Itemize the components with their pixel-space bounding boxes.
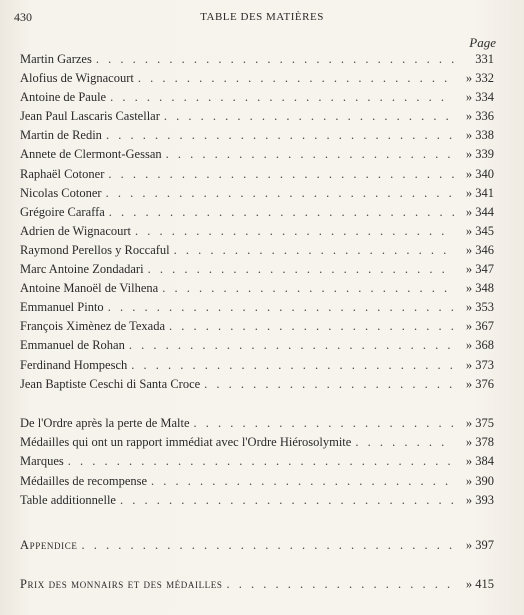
entry-title: Martin de Redin: [20, 128, 102, 143]
toc-entry-appendix: [20, 536, 494, 554]
entry-page: » 376: [465, 376, 494, 391]
entry-page: » 339: [465, 147, 494, 162]
entry-title: Prix des monnairs et des médailles: [20, 577, 223, 591]
toc-entry: [20, 279, 494, 297]
toc-entry: [20, 336, 494, 354]
leader-dots: [135, 222, 454, 240]
toc-entry: [20, 433, 494, 451]
toc-entry: [20, 165, 494, 183]
leader-dots: [194, 414, 454, 432]
entry-page: » 378: [465, 435, 494, 450]
leader-dots: [355, 433, 454, 451]
toc-entry: [20, 452, 494, 470]
toc-entry: [20, 184, 494, 202]
entry-title: Antoine de Paule: [20, 90, 107, 105]
toc-entry: [20, 50, 494, 68]
entry-title: Médailles qui ont un rapport immédiat avec l'Ordre Hiérosolymite: [20, 435, 352, 450]
entry-page: » 353: [465, 300, 494, 315]
entry-title: Marques: [20, 454, 64, 469]
toc-entry: [20, 69, 494, 87]
leader-dots: [174, 241, 454, 259]
entry-title: Jean Paul Lascaris Castellar: [20, 109, 160, 124]
entry-page: » 338: [465, 128, 494, 143]
leader-dots: [68, 452, 454, 470]
leader-dots: [110, 88, 454, 106]
leader-dots: [204, 375, 454, 393]
entry-page: » 341: [465, 185, 494, 200]
leader-dots: [106, 126, 454, 144]
leader-dots: [96, 50, 454, 68]
entry-page: » 332: [465, 71, 494, 85]
entry-page: » 334: [465, 90, 494, 105]
entry-title: Martin Garzes: [20, 52, 92, 66]
toc-entry: [20, 298, 494, 316]
entry-title: Nicolas Cotoner: [20, 185, 102, 200]
toc-entry-prices: [20, 575, 494, 593]
leader-dots: [138, 69, 454, 87]
toc-entry: [20, 260, 494, 278]
entry-title: Emmanuel de Rohan: [20, 338, 125, 353]
entry-page: » 345: [465, 223, 494, 238]
page-header: [14, 10, 510, 28]
entry-title: Emmanuel Pinto: [20, 300, 104, 315]
leader-dots: [109, 203, 454, 221]
toc-entry: [20, 414, 494, 432]
leader-dots: [108, 165, 454, 183]
toc-entry: [20, 203, 494, 221]
leader-dots: [148, 260, 454, 278]
entry-page: » 415: [465, 577, 494, 591]
leader-dots: [164, 107, 454, 125]
entry-page: » 336: [465, 109, 494, 124]
running-title: TABLE DES MATIÈRES: [200, 11, 324, 23]
entry-page: » 384: [465, 454, 494, 469]
entry-title: Appendice: [20, 538, 78, 552]
entry-title: Annete de Clermont-Gessan: [20, 147, 162, 162]
entry-title: Ferdinand Hompesch: [20, 357, 128, 372]
entry-page: » 373: [465, 357, 494, 372]
entry-title: De l'Ordre après la perte de Malte: [20, 416, 190, 430]
entry-page: » 393: [465, 492, 494, 507]
toc-entry: [20, 317, 494, 335]
entry-title: Jean Baptiste Ceschi di Santa Croce: [20, 376, 201, 391]
entry-page: » 390: [465, 473, 494, 488]
toc-entry: [20, 356, 494, 374]
leader-dots: [108, 298, 454, 316]
toc-entry: [20, 222, 494, 240]
entry-page: » 368: [465, 338, 494, 353]
entry-title: Raphaël Cotoner: [20, 166, 105, 181]
entry-page: » 340: [465, 166, 494, 181]
leader-dots: [120, 491, 454, 509]
entry-title: Table additionnelle: [20, 492, 116, 507]
entry-title: Adrien de Wignacourt: [20, 223, 132, 238]
leader-dots: [106, 184, 454, 202]
entry-page: 331: [475, 52, 494, 66]
entry-title: Raymond Perellos y Roccaful: [20, 242, 170, 257]
leader-dots: [162, 279, 454, 297]
entry-title: Marc Antoine Zondadari: [20, 262, 144, 276]
entry-page: » 344: [465, 204, 494, 219]
toc-entry: [20, 241, 494, 259]
entry-title: François Ximènez de Texada: [20, 319, 166, 334]
entry-page: » 346: [465, 242, 494, 257]
entry-page: » 367: [465, 319, 494, 334]
toc-entry: [20, 472, 494, 490]
entry-page: » 397: [465, 538, 494, 552]
leader-dots: [151, 472, 454, 490]
page-column-label: Page: [469, 35, 496, 50]
toc-entry: [20, 88, 494, 106]
entry-page: » 348: [465, 281, 494, 296]
leader-dots: [81, 536, 454, 554]
toc-entry: [20, 107, 494, 125]
leader-dots: [166, 145, 454, 163]
entry-title: Antoine Manoël de Vilhena: [20, 281, 159, 296]
entry-title: Alofius de Wignacourt: [20, 71, 134, 85]
entry-page: » 347: [465, 262, 494, 276]
entry-page: » 375: [465, 416, 494, 430]
leader-dots: [129, 336, 454, 354]
entry-title: Médailles de recompense: [20, 473, 148, 488]
leader-dots: [226, 575, 454, 593]
toc-entry: [20, 491, 494, 509]
toc-entry: [20, 145, 494, 163]
page-number: 430: [14, 10, 32, 24]
entry-title: Grégoire Caraffa: [20, 204, 105, 219]
toc-entry: [20, 126, 494, 144]
toc-entry: [20, 375, 494, 393]
leader-dots: [131, 356, 454, 374]
leader-dots: [169, 317, 454, 335]
